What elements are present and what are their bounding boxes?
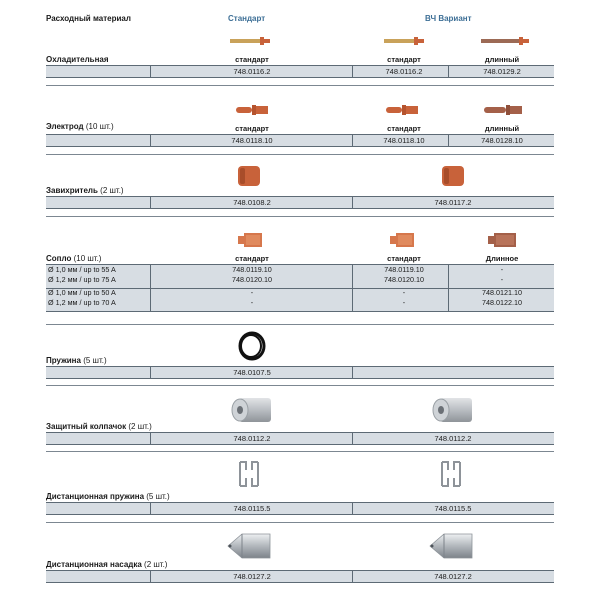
nozzle-sub-hf-standard: стандарт xyxy=(387,254,421,263)
separator xyxy=(46,154,554,155)
spacer-tip-standard-image xyxy=(226,530,276,562)
electrode-code-hf-long: 748.0128.10 xyxy=(481,136,523,145)
nozzle-standard-image xyxy=(236,230,266,250)
shield-cap-code-hf: 748.0112.2 xyxy=(434,434,472,443)
cooling-tube-code-hf-long: 748.0129.2 xyxy=(483,67,521,76)
shield-cap-hf-image xyxy=(430,396,474,424)
nozzle-code: 748.0119.10 xyxy=(384,265,424,274)
cooling-tube-hf-standard-image xyxy=(382,36,426,46)
cooling-tube-hf-long-image xyxy=(479,36,531,46)
electrode-hf-standard-image xyxy=(386,102,420,118)
nozzle-row-label: Ø 1,0 мм / up to 55 A xyxy=(48,265,116,274)
spring-code: 748.0107.5 xyxy=(233,368,271,377)
swirl-ring-code-hf: 748.0117.2 xyxy=(434,198,472,207)
nozzle-row xyxy=(48,265,188,308)
header-standard: Стандарт xyxy=(228,14,266,23)
swirl-ring-standard-image xyxy=(236,164,262,188)
nozzle-code: - xyxy=(500,275,504,284)
nozzle-name: Сопло (10 шт.) xyxy=(46,254,102,263)
nozzle-code: - xyxy=(402,298,406,307)
header-hf-variant: ВЧ Вариант xyxy=(425,14,472,23)
nozzle-hf-standard-image xyxy=(388,230,418,250)
nozzle-code: 748.0121.10 xyxy=(482,288,522,297)
nozzle-code: 748.0120.10 xyxy=(384,275,424,284)
electrode-code-hf-standard: 748.0118.10 xyxy=(383,136,425,145)
electrode-code-standard: 748.0118.10 xyxy=(231,136,273,145)
nozzle-row-label: Ø 1,0 мм / up to 50 A xyxy=(48,288,116,297)
spacer-tip-code-standard: 748.0127.2 xyxy=(233,572,271,581)
nozzle-sub-standard: стандарт xyxy=(235,254,269,263)
spacer-tip-hf-image xyxy=(428,530,478,562)
spring-name: Пружина (5 шт.) xyxy=(46,356,107,365)
spacer-spring-standard-image xyxy=(234,460,264,490)
shield-cap-standard-image xyxy=(229,396,273,424)
nozzle-code: 748.0122.10 xyxy=(482,298,522,307)
cooling-tube-name: Охладительная xyxy=(46,55,109,64)
electrode-standard-image xyxy=(236,102,270,118)
spacer-tip-code-hf: 748.0127.2 xyxy=(434,572,472,581)
nozzle-row-label: Ø 1,2 мм / up to 70 A xyxy=(48,298,116,307)
swirl-ring-hf-image xyxy=(440,164,466,188)
cooling-tube-code-hf-standard: 748.0116.2 xyxy=(385,67,423,76)
cooling-tube-sub-hf-long: длинный xyxy=(484,55,520,64)
spring-image xyxy=(236,330,268,362)
nozzle-col-standard xyxy=(192,265,312,308)
cooling-tube-sub-hf-standard: стандарт xyxy=(387,55,421,64)
swirl-ring-code-standard: 748.0108.2 xyxy=(233,198,271,207)
nozzle-hf-long-image xyxy=(486,230,520,250)
electrode-sub-hf-long: длинный xyxy=(484,124,520,133)
separator xyxy=(46,216,554,217)
spacer-spring-hf-image xyxy=(436,460,466,490)
cooling-tube-code-standard: 748.0116.2 xyxy=(233,67,271,76)
shield-cap-name: Защитный колпачок (2 шт.) xyxy=(46,422,152,431)
shield-cap-code-standard: 748.0112.2 xyxy=(233,434,271,443)
nozzle-code: 748.0119.10 xyxy=(232,265,272,274)
spacer-spring-name: Дистанционная пружина (5 шт.) xyxy=(46,492,170,501)
nozzle-row-label: Ø 1,2 мм / up to 75 A xyxy=(48,275,116,284)
electrode-hf-long-image xyxy=(484,102,524,118)
header-material: Расходный материал xyxy=(46,14,131,23)
separator xyxy=(46,522,554,523)
electrode-sub-standard: стандарт xyxy=(235,124,269,133)
cooling-tube-standard-image xyxy=(228,36,272,46)
nozzle-sub-hf-long: Длинное xyxy=(485,254,519,263)
nozzle-code: 748.0120.10 xyxy=(232,275,272,284)
separator xyxy=(46,85,554,86)
nozzle-code: - xyxy=(250,288,254,297)
electrode-sub-hf-standard: стандарт xyxy=(387,124,421,133)
nozzle-code: - xyxy=(402,288,406,297)
separator xyxy=(46,324,554,325)
electrode-name: Электрод (10 шт.) xyxy=(46,122,114,131)
spacer-tip-name: Дистанционная насадка (2 шт.) xyxy=(46,560,168,569)
separator xyxy=(46,451,554,452)
spacer-spring-code-standard: 748.0115.5 xyxy=(233,504,271,513)
nozzle-code: - xyxy=(500,265,504,274)
spacer-spring-code-hf: 748.0115.5 xyxy=(434,504,472,513)
cooling-tube-sub-standard: стандарт xyxy=(235,55,269,64)
nozzle-col-hf-long xyxy=(442,265,562,308)
swirl-ring-name: Завихритель (2 шт.) xyxy=(46,186,124,195)
separator xyxy=(46,385,554,386)
nozzle-code: - xyxy=(250,298,254,307)
